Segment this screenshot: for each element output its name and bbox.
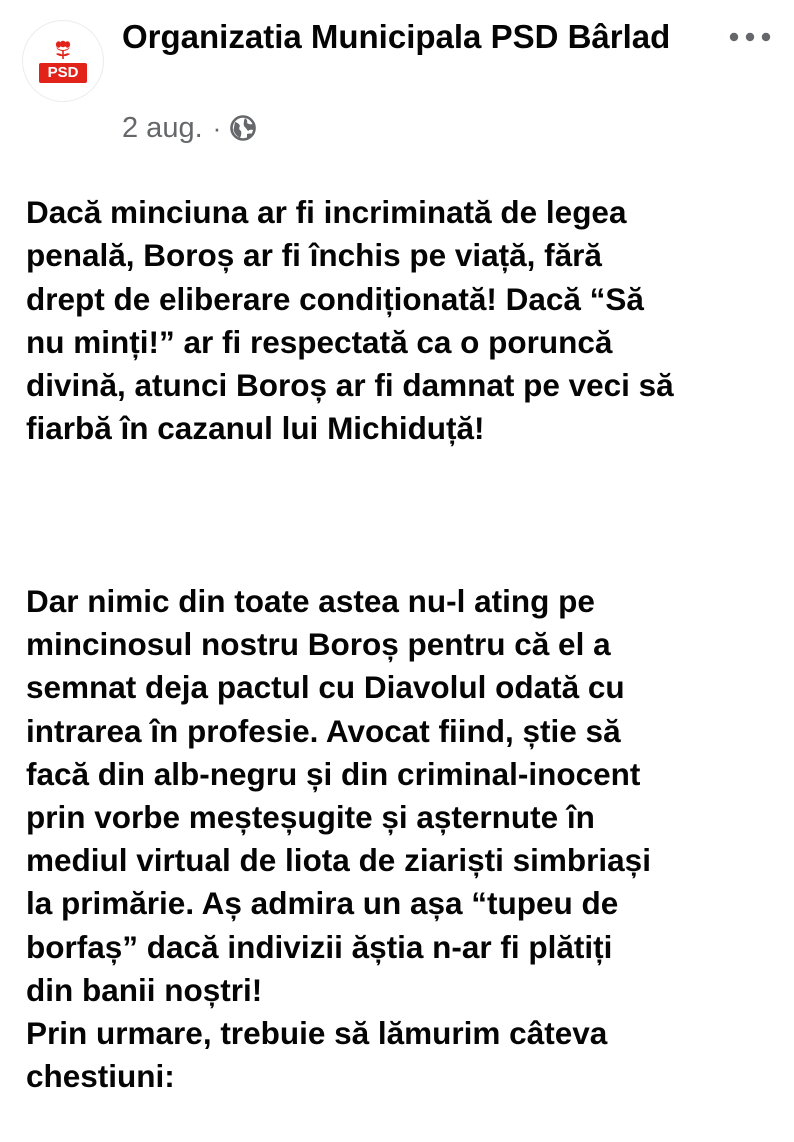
psd-logo <box>38 36 88 86</box>
rose-icon <box>51 38 75 60</box>
globe-icon[interactable] <box>229 114 257 142</box>
logo-label: PSD <box>39 63 87 83</box>
page-name[interactable]: Organizatia Municipala PSD Bârlad <box>122 18 671 55</box>
page-avatar[interactable] <box>22 20 104 102</box>
post-paragraph: Dacă minciuna ar fi incriminată de legea penală, Boroș ar fi închis pe viață, fără drept de eliberare condiționată! Dacă “Să nu minți!” ar fi respectată ca o poruncă divină, atunci Boroș ar fi damnat pe veci să fiarbă în cazanul lui Michiduță! <box>26 194 674 447</box>
post-date[interactable]: 2 aug. <box>122 111 203 144</box>
post-body <box>26 148 786 1142</box>
post-paragraph: Dar nimic din toate astea nu-l ating pe mincinosul nostru Boroș pentru că el a semnat deja pactul cu Diavolul odată cu intrarea în profesie. Avocat fiind, știe să facă din alb-negru și din criminal-inocent prin vorbe meșteșugite și așternute în mediul virtual de liota de ziariști simbriași la primărie. Aș admira un așa “tupeu de borfaș” dacă indivizii ăștia n-ar fi plătiți din banii noștri! Prin urmare, trebuie să lămurim câteva chestiuni: <box>26 583 651 1095</box>
meta-separator: · <box>212 112 222 143</box>
post-meta <box>122 108 257 148</box>
more-options-button[interactable] <box>722 20 778 54</box>
paragraph-spacer <box>26 494 786 537</box>
more-horizontal-icon <box>728 31 772 43</box>
